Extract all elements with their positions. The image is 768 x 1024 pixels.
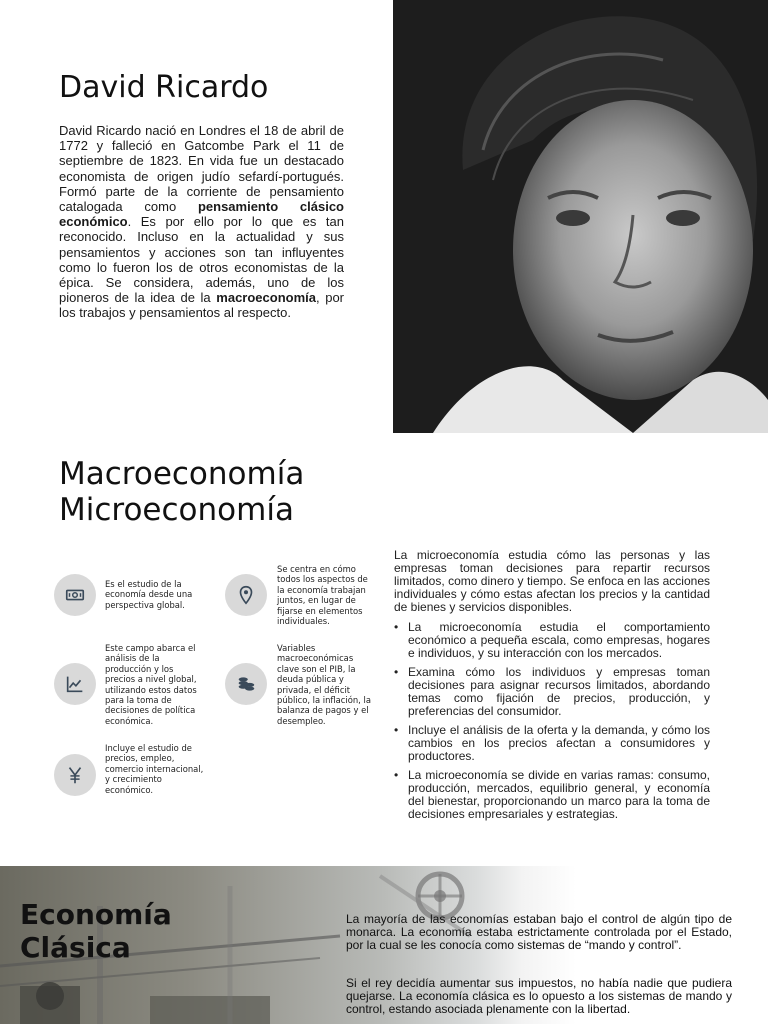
coins-icon: [225, 663, 267, 705]
micro-intro-paragraph: La microeconomía estudia cómo las personas y las empresas toman decisiones para repartir recursos limitados, como dinero y tiempo. Se enfoca en las acciones individuales y cómo estas afectan los precios y la cantidad de bienes y servicios disponibles.: [394, 548, 710, 614]
macro-item-text: Incluye el estudio de precios, empleo, comercio internacional, y crecimiento económico.: [105, 743, 204, 795]
micro-bullet-list: [394, 621, 710, 827]
classical-paragraph-2: Si el rey decidía aumentar sus impuestos, no había nadie que pudiera quejarse. La economía clásica es lo opuesto a los sistemas de mando y control, estando asociada plenamente con la libertad.: [346, 976, 732, 1016]
macro-item-text: Este campo abarca el análisis de la producción y los precios a nivel global, utilizando estos datos para la toma de decisiones de política económica.: [105, 643, 197, 726]
classical-paragraph-1: La mayoría de las economías estaban bajo el control de algún tipo de monarca. La economía estaba estrictamente controlada por el Estado, por la cual se les conocía como sistemas de “mando y control”.: [346, 912, 732, 952]
section-title-classical-economy: Economía Clásica: [20, 898, 172, 964]
list-item: • La microeconomía estudia el comportamiento económico a pequeña escala, como empresas, hogares e individuos, y su interacción con los mercados.: [394, 621, 710, 660]
page-title: David Ricardo: [59, 70, 269, 105]
macro-item-text: Se centra en cómo todos los aspectos de la economía trabajan juntos, en lugar de fijarse en elementos individuales.: [277, 564, 368, 627]
macro-item-text: Es el estudio de la economía desde una perspectiva global.: [105, 579, 193, 610]
list-item: • Incluye el análisis de la oferta y la demanda, y cómo los cambios en los precios afectan a consumidores y productores.: [394, 724, 710, 763]
list-item: • Examina cómo los individuos y empresas toman decisiones para asignar recursos limitados, abordando temas como fijación de precios, producción, y preferencias del consumidor.: [394, 666, 710, 718]
biography-paragraph: David Ricardo nació en Londres el 18 de abril de 1772 y falleció en Gatcombe Park el 11 de septiembre de 1823. En vida fue un destacado economista de origen judío sefardí-portugués. Formó parte de la corriente de pensamiento catalogada como pensamiento clásico económico. Es por ello por lo que es tan reconocido. Incluso en la actualidad y sus pensamientos y acciones son tan influyentes como lo fueron los de otros economistas de la épica. Se considera, además, uno de los pioneros de la idea de la macroeconomía, por los trabajos y pensamientos al respecto.: [59, 123, 344, 321]
chart-icon: [54, 663, 96, 705]
bold-term-classical-thought: pensamiento clásico económico: [59, 199, 344, 230]
portrait-image: [393, 0, 768, 433]
location-pin-icon: [225, 574, 267, 616]
bold-term-macroeconomics: macroeconomía: [216, 290, 316, 306]
money-icon: [54, 574, 96, 616]
list-item: • La microeconomía se divide en varias ramas: consumo, producción, mercados, equilibrio general, y economía del bienestar, proporcionando un marco para la toma de decisiones empresariales y estrategias.: [394, 769, 710, 821]
macro-item-text: Variables macroeconómicas clave son el PIB, la deuda pública y privada, el déficit público, la inflación, la balanza de pagos y el desempleo.: [277, 643, 371, 726]
yen-icon: [54, 754, 96, 796]
section-title-macro-micro: Macroeconomía Microeconomía: [59, 456, 305, 528]
